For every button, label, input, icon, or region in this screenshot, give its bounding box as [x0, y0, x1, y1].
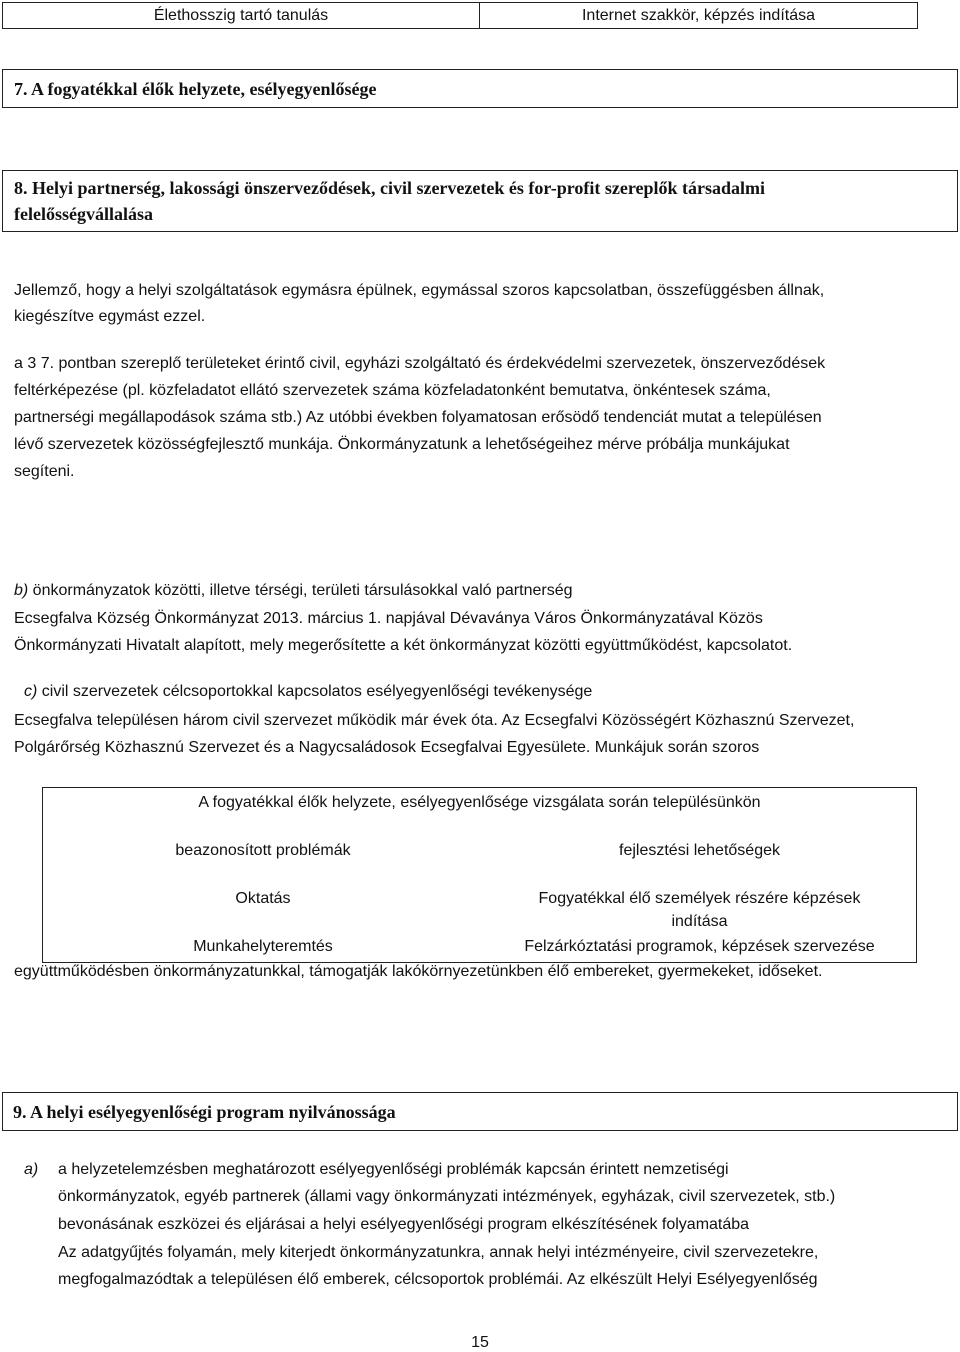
section-b-line-1: Ecsegfalva Község Önkormányzat 2013. március 1. napjával Dévaványa Város Önkormányzatával Közös: [14, 610, 763, 627]
heading-7: 7. A fogyatékkal élők helyzete, esélyegyenlősége: [14, 79, 377, 99]
top-table-left-cell: Élethosszig tartó tanulás: [153, 7, 329, 24]
row-2-problem: Munkahelyteremtés: [193, 938, 333, 955]
para2-line-5: segíteni.: [14, 463, 75, 480]
section-a-line-4: Az adatgyűjtés folyamán, mely kiterjedt önkormányzatunkra, annak helyi intézményeire, civil szervezetekre,: [58, 1244, 819, 1261]
page-number: 15: [471, 1334, 489, 1351]
section-c-title-text: civil szervezetek célcsoportokkal kapcsolatos esélyegyenlőségi tevékenysége: [37, 683, 593, 700]
para2-line-1: a 3 7. pontban szereplő területeket érintő civil, egyházi szolgáltató és érdekvédelmi szervezetek, önszerveződések: [14, 355, 826, 372]
row-1-problem: Oktatás: [235, 890, 291, 907]
heading-9: 9. A helyi esélyegyenlőségi program nyilvánossága: [13, 1102, 396, 1122]
section-c-marker: c): [24, 683, 38, 700]
heading-8-line-1: 8. Helyi partnerség, lakossági önszerveződések, civil szervezetek és for-profit szereplők társadalmi: [14, 178, 766, 198]
row-1-opportunity-line-2: indítása: [671, 913, 728, 930]
col-header-opportunities: fejlesztési lehetőségek: [619, 842, 780, 859]
section-a-marker: a): [24, 1161, 39, 1178]
disability-table: [42, 787, 917, 963]
para2-line-4: lévő szervezetek közösségfejlesztő munkája. Önkormányzatunk a lehetőségeihez mérve próbálja munkájukat: [14, 436, 790, 453]
section-b-line-2: Önkormányzati Hivatalt alapított, mely megerősítette a két önkormányzat közötti együttműködést, kapcsolatot.: [14, 637, 793, 654]
section-a-line-5: megfogalmazódtak a településen élő emberek, célcsoportok problémái. Az elkészült Helyi Esélyegyenlőség: [58, 1271, 818, 1288]
section-b-title-text: önkormányzatok közötti, illetve térségi, területi társulásokkal való partnerség: [28, 582, 573, 599]
heading-8-line-2: felelősségvállalása: [14, 204, 153, 224]
row-2-opportunity: Felzárkóztatási programok, képzések szervezése: [524, 938, 875, 955]
para2-line-3: partnerségi megállapodások száma stb.) Az utóbbi években folyamatosan erősödő tendenciát mutat a településen: [14, 409, 822, 426]
section-c-line-2: Polgárőrség Közhasznú Szervezet és a Nagycsaládosok Ecsegfalvai Egyesülete. Munkájuk során szoros: [14, 739, 760, 756]
heading-8-box: [2, 170, 958, 232]
col-header-problems: beazonosított problémák: [175, 842, 351, 859]
para2-line-2: feltérképezése (pl. közfeladatot ellátó szervezetek száma közfeladatonként bemutatva, önkéntesek száma,: [14, 382, 771, 399]
section-a-line-2: önkormányzatok, egyéb partnerek (állami vagy önkormányzati intézmények, egyházak, civil szervezetek, stb.): [58, 1188, 836, 1205]
row-1-opportunity-line-1: Fogyatékkal élő személyek részére képzések: [538, 890, 861, 907]
section-b-title: [14, 581, 573, 601]
section-b-marker: b): [14, 582, 29, 599]
top-table-right-cell: Internet szakkör, képzés indítása: [581, 7, 815, 24]
heading-9-box: [2, 1092, 958, 1131]
after-table-line: együttműködésben önkormányzatunkkal, támogatják lakókörnyezetünkben élő embereket, gyermekeket, időseket.: [14, 963, 823, 980]
para1-line-2: kiegészítve egymást ezzel.: [14, 308, 206, 325]
section-a-line-3: bevonásának eszközei és eljárásai a helyi esélyegyenlőségi program elkészítésének folyamatába: [58, 1216, 750, 1233]
section-c-line-1: Ecsegfalva településen három civil szervezet működik már évek óta. Az Ecsegfalvi Közösségért Közhasznú Szervezet,: [14, 712, 855, 729]
top-table: [2, 2, 918, 29]
section-a-line-1: a helyzetelemzésben meghatározott esélyegyenlőségi problémák kapcsán érintett nemzetiségi: [58, 1161, 729, 1178]
heading-7-box: [2, 69, 958, 108]
section-c-title: [24, 682, 592, 702]
para1-line-1: Jellemző, hogy a helyi szolgáltatások egymásra épülnek, egymással szoros kapcsolatban, összefüggésben állnak,: [14, 282, 825, 299]
disability-table-title: A fogyatékkal élők helyzete, esélyegyenlősége vizsgálata során településünkön: [198, 794, 761, 811]
